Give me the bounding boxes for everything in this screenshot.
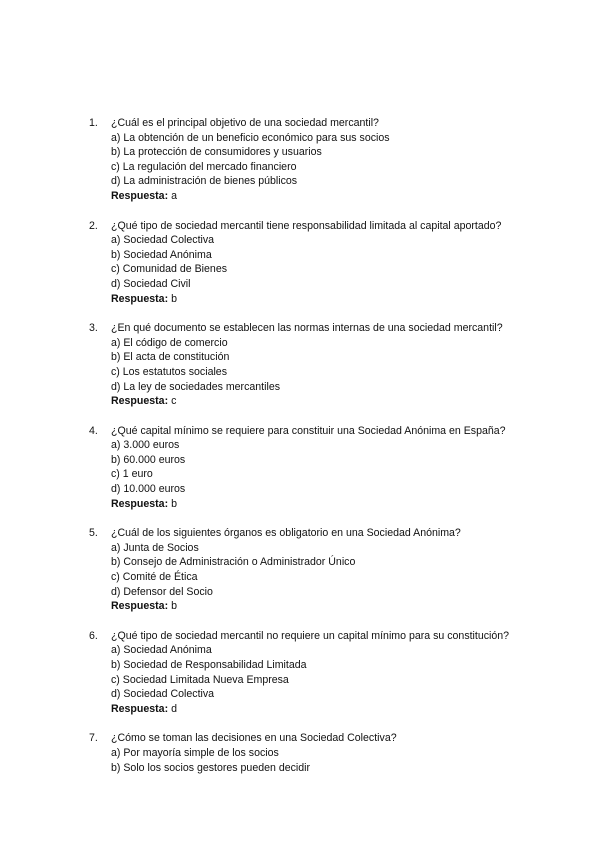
option-a: a) Sociedad Anónima xyxy=(111,644,212,657)
question-text: ¿Qué capital mínimo se requiere para constituir una Sociedad Anónima en España? xyxy=(111,424,506,437)
answer-value: b xyxy=(171,600,177,613)
question-number: 4. xyxy=(89,424,98,437)
option-b: b) Sociedad de Responsabilidad Limitada xyxy=(111,659,307,671)
option-b: b) 60.000 euros xyxy=(111,453,186,466)
question-item xyxy=(89,219,569,307)
option-c: c) Sociedad Limitada Nueva Empresa xyxy=(111,673,289,686)
option-a: a) Sociedad Colectiva xyxy=(111,234,215,247)
question-number: 7. xyxy=(89,732,98,745)
answer-line xyxy=(111,497,569,512)
question-number: 3. xyxy=(89,322,98,335)
option-b: b) El acta de constitución xyxy=(111,351,230,364)
option-d: d) Sociedad Colectiva xyxy=(111,688,215,701)
option-b: b) Consejo de Administración o Administrador Único xyxy=(111,556,356,569)
question-text: ¿Qué tipo de sociedad mercantil no requiere un capital mínimo para su constitución? xyxy=(111,629,510,642)
question-text: ¿Qué tipo de sociedad mercantil tiene responsabilidad limitada al capital aportado? xyxy=(111,219,502,232)
option-d: d) 10.000 euros xyxy=(111,483,186,496)
question-item xyxy=(89,526,569,614)
option-c: c) 1 euro xyxy=(111,468,153,481)
option-c: c) Comité de Ética xyxy=(111,571,198,584)
answer-value: d xyxy=(171,702,177,715)
answer-label: Respuesta: xyxy=(111,292,169,305)
option-a: a) Junta de Socios xyxy=(111,541,199,554)
answer-label: Respuesta: xyxy=(111,497,169,510)
question-item xyxy=(89,116,569,204)
option-b: b) La protección de consumidores y usuarios xyxy=(111,146,322,159)
option-d: d) Sociedad Civil xyxy=(111,277,191,290)
answer-line xyxy=(111,189,569,204)
option-a: a) El código de comercio xyxy=(111,336,228,349)
question-number: 2. xyxy=(89,219,98,232)
question-item xyxy=(89,321,569,409)
answer-line xyxy=(111,599,569,614)
question-number: 6. xyxy=(89,629,98,642)
question-number: 1. xyxy=(89,117,98,129)
answer-value: a xyxy=(171,189,177,202)
question-item xyxy=(89,731,569,775)
question-item xyxy=(89,629,569,717)
answer-value: c xyxy=(171,395,177,408)
option-b: b) Solo los socios gestores pueden decidir xyxy=(111,761,311,774)
answer-label: Respuesta: xyxy=(111,395,169,408)
option-a: a) La obtención de un beneficio económico para sus socios xyxy=(111,131,390,144)
option-b: b) Sociedad Anónima xyxy=(111,248,212,261)
option-c: c) La regulación del mercado financiero xyxy=(111,160,297,173)
answer-line xyxy=(111,394,569,409)
answer-value: b xyxy=(171,497,177,510)
option-a: a) 3.000 euros xyxy=(111,439,180,452)
option-d: d) Defensor del Socio xyxy=(111,585,213,598)
question-item xyxy=(89,424,569,512)
option-a: a) Por mayoría simple de los socios xyxy=(111,746,279,759)
answer-line xyxy=(111,702,569,717)
question-text: ¿Cuál de los siguientes órganos es obligatorio en una Sociedad Anónima? xyxy=(111,527,461,540)
question-number: 5. xyxy=(89,527,98,540)
answer-label: Respuesta: xyxy=(111,189,169,202)
answer-label: Respuesta: xyxy=(111,600,169,613)
question-text: ¿Cómo se toman las decisiones en una Sociedad Colectiva? xyxy=(111,732,397,745)
question-text: ¿Cuál es el principal objetivo de una sociedad mercantil? xyxy=(111,117,379,129)
question-text: ¿En qué documento se establecen las normas internas de una sociedad mercantil? xyxy=(111,322,503,335)
option-c: c) Comunidad de Bienes xyxy=(111,263,228,276)
option-c: c) Los estatutos sociales xyxy=(111,365,227,378)
answer-label: Respuesta: xyxy=(111,702,169,715)
option-d: d) La administración de bienes públicos xyxy=(111,175,298,188)
answer-value: b xyxy=(171,292,177,305)
option-d: d) La ley de sociedades mercantiles xyxy=(111,380,281,393)
answer-line xyxy=(111,292,569,307)
question-list xyxy=(89,116,569,790)
